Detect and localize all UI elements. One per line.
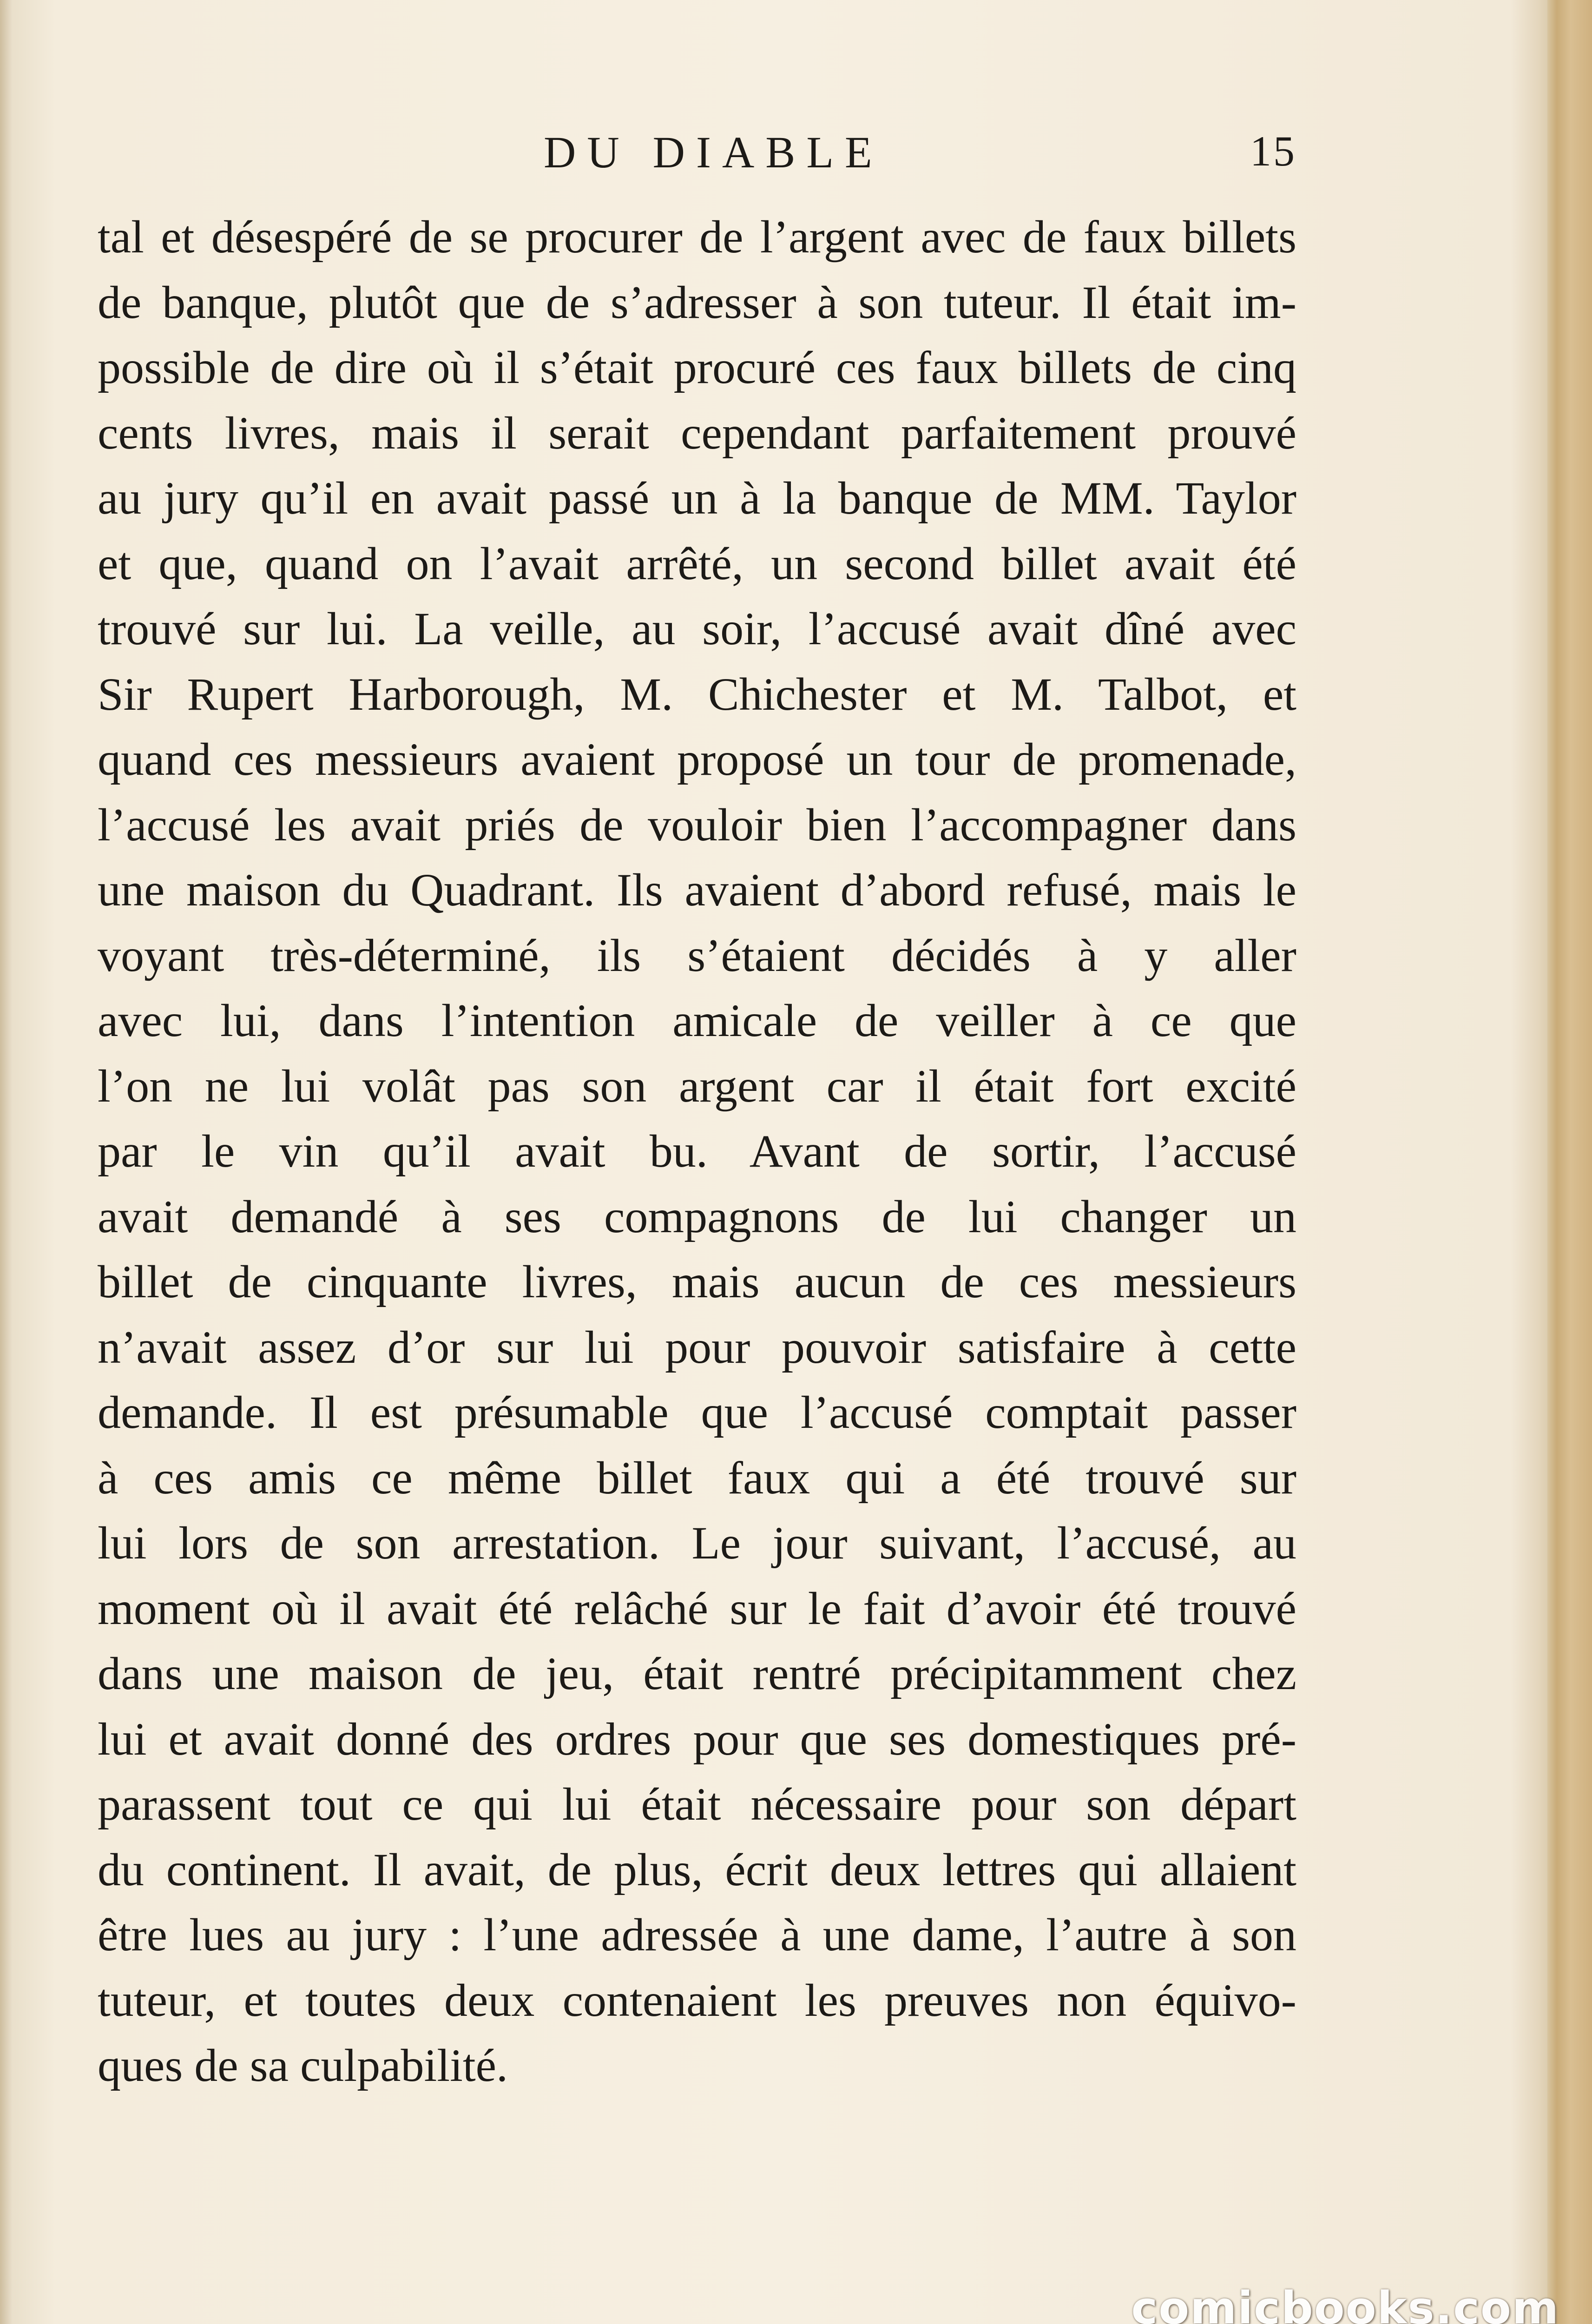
text-line: par le vin qu’il avait bu. Avant de sortir, l’accusé: [98, 1125, 1296, 1177]
text-line: n’avait assez d’or sur lui pour pouvoir satisfaire à cette: [98, 1321, 1296, 1373]
text-line: lui lors de son arrestation. Le jour suivant, l’accusé, au: [98, 1517, 1296, 1569]
text-line: et que, quand on l’avait arrêté, un second billet avait été: [98, 537, 1296, 589]
text-line: l’accusé les avait priés de vouloir bien l’accompagner dans: [98, 799, 1296, 851]
text-line: voyant très-déterminé, ils s’étaient décidés à y aller: [98, 929, 1296, 981]
text-line: quand ces messieurs avaient proposé un tour de promenade,: [98, 733, 1296, 785]
text-line: trouvé sur lui. La veille, au soir, l’accusé avait dîné avec: [98, 603, 1296, 654]
text-line: tuteur, et toutes deux contenaient les preuves non équivo-: [98, 1974, 1296, 2026]
adjacent-page-edge: [1547, 0, 1592, 2324]
text-line: billet de cinquante livres, mais aucun de ces messieurs: [98, 1256, 1296, 1307]
text-line: lui et avait donné des ordres pour que ses domestiques pré-: [98, 1713, 1296, 1765]
text-line: à ces amis ce même billet faux qui a été trouvé sur: [98, 1452, 1296, 1504]
running-title: DU DIABLE: [544, 127, 883, 177]
text-line: au jury qu’il en avait passé un à la banque de MM. Taylor: [98, 472, 1296, 524]
text-line: demande. Il est présumable que l’accusé comptait passer: [98, 1386, 1296, 1438]
text-line: parassent tout ce qui lui était nécessaire pour son départ: [98, 1778, 1296, 1830]
page-number: 15: [1250, 127, 1296, 175]
text-line: possible de dire où il s’était procuré ces faux billets de cinq: [98, 342, 1296, 393]
text-line: tal et désespéré de se procurer de l’argent avec de faux billets: [98, 211, 1296, 263]
body-text: [98, 205, 1296, 2099]
page-gutter-edge: [0, 0, 12, 2324]
text-line: l’on ne lui volât pas son argent car il était fort excité: [98, 1060, 1296, 1112]
watermark: comicbooks.com: [1131, 2282, 1559, 2324]
text-line: ques de sa culpabilité.: [98, 2040, 508, 2091]
text-line: avec lui, dans l’intention amicale de veiller à ce que: [98, 995, 1296, 1046]
text-line: moment où il avait été relâché sur le fait d’avoir été trouvé: [98, 1582, 1296, 1634]
text-line: Sir Rupert Harborough, M. Chichester et M. Talbot, et: [98, 668, 1296, 720]
text-line: cents livres, mais il serait cependant parfaitement prouvé: [98, 407, 1296, 459]
page-header: [98, 126, 1296, 191]
text-line: de banque, plutôt que de s’adresser à son tuteur. Il était im-: [98, 276, 1296, 328]
text-line: du continent. Il avait, de plus, écrit deux lettres qui allaient: [98, 1843, 1296, 1895]
text-line: être lues au jury : l’une adressée à une dame, l’autre à son: [98, 1909, 1296, 1961]
text-line: dans une maison de jeu, était rentré précipitamment chez: [98, 1648, 1296, 1699]
text-line: avait demandé à ses compagnons de lui changer un: [98, 1190, 1296, 1242]
text-line: une maison du Quadrant. Ils avaient d’abord refusé, mais le: [98, 864, 1296, 916]
